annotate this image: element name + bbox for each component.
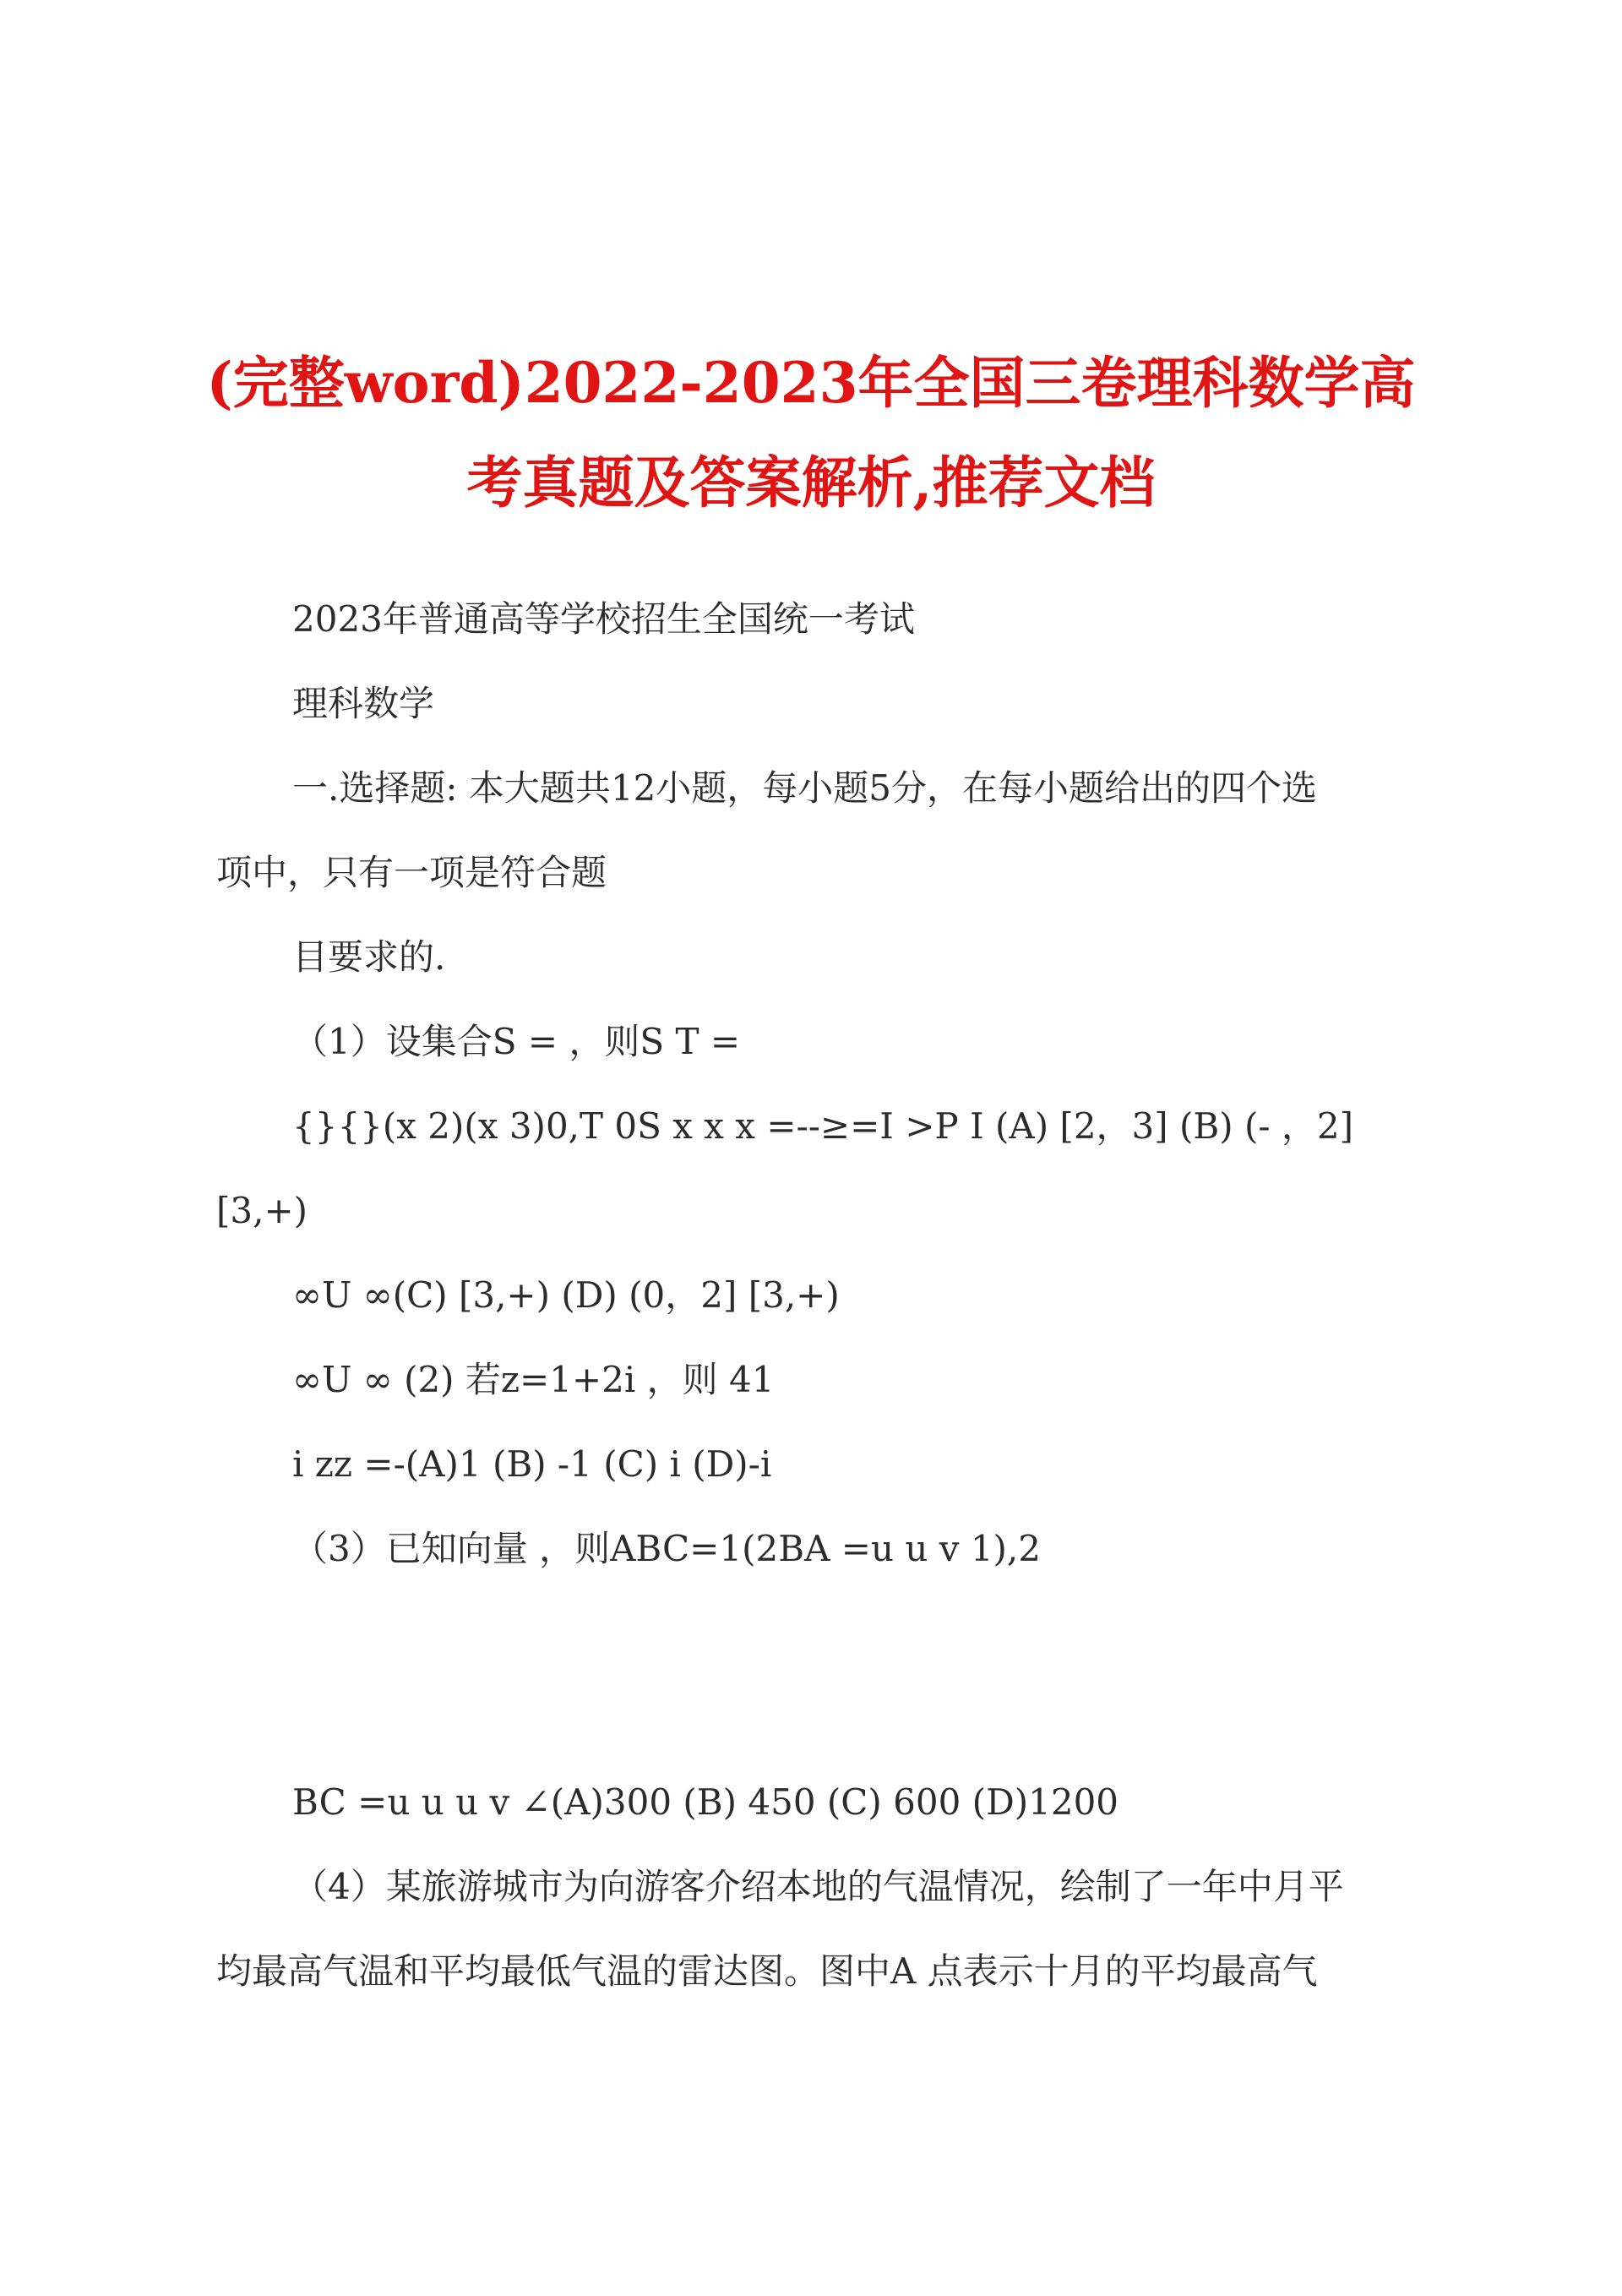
question-2-stem: ∞U ∞ (2) 若z=1+2i ，则 41	[292, 1359, 775, 1400]
question-1-stem: （1）设集合S = ，则S T =	[292, 1021, 741, 1062]
question-4-stem: （4）某旅游城市为向游客介绍本地的气温情况，绘制了一年中月平	[292, 1866, 1344, 1907]
question-3-stem: （3）已知向量 ，则ABC=1(2BA =u u v 1),2	[292, 1528, 1041, 1569]
question-2-options: i zz =-(A)1 (B) -1 (C) i (D)-i	[292, 1443, 772, 1485]
document-title-line-2: 考真题及答案解析,推荐文档	[466, 450, 1156, 515]
section-instructions-cont-2: 目要求的.	[292, 936, 446, 978]
exam-name: 2023年普通高等学校招生全国统一考试	[292, 598, 915, 640]
document-title-line-1: (完整word)2022-2023年全国三卷理科数学高	[206, 350, 1416, 416]
question-4-stem-cont: 均最高气温和平均最低气温的雷达图。图中A 点表示十月的平均最高气	[216, 1950, 1318, 1992]
question-3-options: BC =u u u v ∠(A)300 (B) 450 (C) 600 (D)1200	[292, 1781, 1119, 1823]
question-1-options-cd: ∞U ∞(C) [3,+) (D) (0，2] [3,+)	[292, 1274, 840, 1316]
section-instructions-cont-1: 项中，只有一项是符合题	[216, 852, 607, 893]
subject-name: 理科数学	[292, 683, 435, 724]
question-1-options-cont: [3,+)	[216, 1190, 308, 1231]
question-1-options: {}{}(x 2)(x 3)0,T 0S x x x =--≥=I >P I (A) [2，3] (B) (- ，2]	[292, 1105, 1354, 1147]
section-instructions: 一.选择题: 本大题共12小题，每小题5分，在每小题给出的四个选	[292, 767, 1318, 809]
